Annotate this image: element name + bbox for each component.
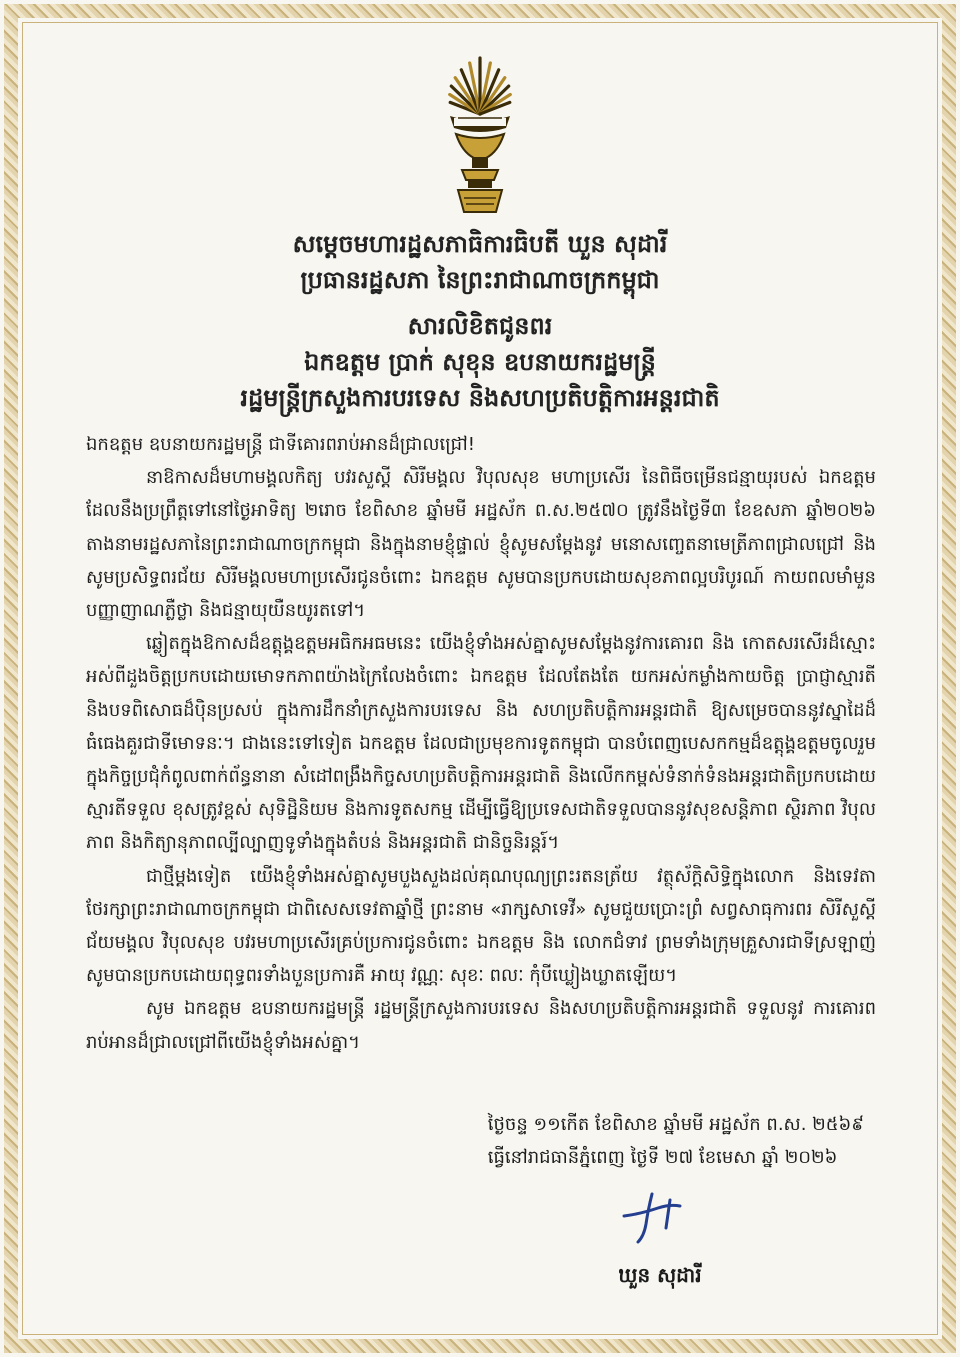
handwritten-signature <box>618 1190 686 1246</box>
recipient-name: ឯកឧត្តម ប្រាក់ សុខុន ឧបនាយករដ្ឋមន្ត្រី <box>304 348 656 376</box>
lunar-date: ថ្ងៃចន្ទ ១១កើត ខែពិសាខ ឆ្នាំមមី អដ្ឋស័ក ព.ស. ២៥៦៩ <box>487 1114 864 1135</box>
letter-body <box>86 428 876 1059</box>
letter-heading <box>80 308 880 416</box>
paragraph-4: សូម ឯកឧត្តម ឧបនាយករដ្ឋមន្ត្រី រដ្ឋមន្ត្រីក្រសួងការបរទេស និងសហប្រតិបត្តិការអន្តរជាតិ ទទួលនូវ ការគោរពរាប់អានដ៏ជ្រាលជ្រៅពីយើងខ្ញុំទាំងអស់គ្នា។ <box>86 998 876 1053</box>
paragraph-3: ជាថ្មីម្តងទៀត យើងខ្ញុំទាំងអស់គ្នាសូមបួងសួងដល់គុណបុណ្យព្រះរតនត្រ័យ វត្ថុស័ក្តិសិទ្ធិក្នុងលោក និងទេវតាថែរក្សាព្រះរាជាណាចក្រកម្ពុជា ជាពិសេសទេវតាឆ្នាំថ្មី ព្រះនាម «រាក្សសាទេវី» សូមជួយប្រោះព្រំ សព្វសាធុការពរ សិរីសួស្តី ជ័យមង្គល វិបុលសុខ បវរមហាប្រសើរគ្រប់ប្រការជូនចំពោះ ឯកឧត្តម និង លោកជំទាវ ព្រមទាំងក្រុមគ្រួសារជាទីស្រឡាញ់ សូមបានប្រកបដោយពុទ្ធពរទាំងបួនប្រការគឺ អាយុ វណ្ណៈ សុខៈ ពលៈ កុំបីឃ្លៀងឃ្លាតឡើយ។ <box>86 865 876 987</box>
recipient-role: រដ្ឋមន្ត្រីក្រសួងការបរទេស និងសហប្រតិបត្តិការអន្តរជាតិ <box>240 384 720 412</box>
sender-role: ប្រធានរដ្ឋសភា នៃព្រះរាជាណាចក្រកម្ពុជា <box>300 266 660 294</box>
sender-header <box>80 226 880 298</box>
date-block <box>488 1108 864 1174</box>
salutation: ឯកឧត្តម ឧបនាយករដ្ឋមន្ត្រី ជាទីគោរពរាប់អានដ៏ជ្រាលជ្រៅ! <box>86 434 475 455</box>
sender-title: សម្ដេចមហារដ្ឋសភាធិការធិបតី ឃួន សុដារី <box>292 230 668 258</box>
solar-date: ធ្វើនៅរាជធានីភ្នំពេញ ថ្ងៃទី ២៧ ខែមេសា ឆ្នាំ ២០២៦ <box>487 1147 838 1168</box>
paragraph-1: នាឱកាសដ៏មហាមង្គលកិត្យ បវរសួស្តី សិរីមង្គល វិបុលសុខ មហាប្រសើរ នៃពិធីចម្រើនជន្មាយុរបស់ ឯកឧត្តម ដែលនឹងប្រព្រឹត្តទៅនៅថ្ងៃអាទិត្យ ២រោច ខែពិសាខ ឆ្នាំមមី អដ្ឋស័ក ព.ស.២៥៧០ ត្រូវនឹងថ្ងៃទី៣ ខែឧសភា ឆ្នាំ២០២៦ តាងនាមរដ្ឋសភានៃព្រះរាជាណាចក្រកម្ពុជា និងក្នុងនាមខ្ញុំផ្ទាល់ ខ្ញុំសូមសម្តែងនូវ មនោសញ្ចេតនាមេត្រីភាពជ្រាលជ្រៅ និងសូមប្រសិទ្ធពរជ័យ សិរីមង្គលមហាប្រសើរជូនចំពោះ ឯកឧត្តម សូមបានប្រកបដោយសុខភាពល្អបរិបូរណ៍ កាយពលមាំមួន បញ្ញាញាណភ្លឺថ្លា និងជន្មាយុយឺនយូរតទៅ។ <box>86 467 876 622</box>
signer-name: ឃួន សុដារី <box>618 1263 702 1287</box>
paragraph-2: ឆ្លៀតក្នុងឱកាសដ៏ឧត្តុង្គឧត្តមអធិកអធមនេះ យើងខ្ញុំទាំងអស់គ្នាសូមសម្តែងនូវការគោរព និង កោតសរសើរដ៏ស្មោះអស់ពីដួងចិត្តប្រកបដោយមោទកភាពយ៉ាងក្រៃលែងចំពោះ ឯកឧត្តម ដែលតែងតែ យកអស់កម្លាំងកាយចិត្ត ប្រាជ្ញាស្មារតី និងបទពិសោធដ៏ប៉ិនប្រសប់ ក្នុងការដឹកនាំក្រសួងការបរទេស និង សហប្រតិបត្តិការអន្តរជាតិ ឱ្យសម្រេចបាននូវស្នាដៃដ៏ធំធេងគួរជាទីមោទនៈ។ ជាងនេះទៅទៀត ឯកឧត្តម ដែលជាប្រមុខការទូតកម្ពុជា បានបំពេញបេសកកម្មដ៏ឧត្តុង្គឧត្តមចូលរួមក្នុងកិច្ចប្រជុំកំពូលពាក់ព័ន្ធនានា សំដៅពង្រឹងកិច្ចសហប្រតិបត្តិការអន្តរជាតិ និងលើកកម្ពស់ទំនាក់ទំនងអន្តរជាតិប្រកបដោយស្មារតីទទួល ខុសត្រូវខ្ពស់ សុទិដ្ឋិនិយម និងការទូតសកម្ម ដើម្បីធ្វើឱ្យប្រទេសជាតិទទួលបាននូវសុខសន្តិភាព ស្ថិរភាព វិបុលភាព និងកិត្យានុភាពល្បីល្បាញទូទាំងក្នុងតំបន់ និងអន្តរជាតិ ជានិច្ចនិរន្តរ៍។ <box>86 633 876 854</box>
parliament-emblem-icon <box>428 48 532 216</box>
document-type: សារលិខិតជូនពរ <box>407 312 553 340</box>
